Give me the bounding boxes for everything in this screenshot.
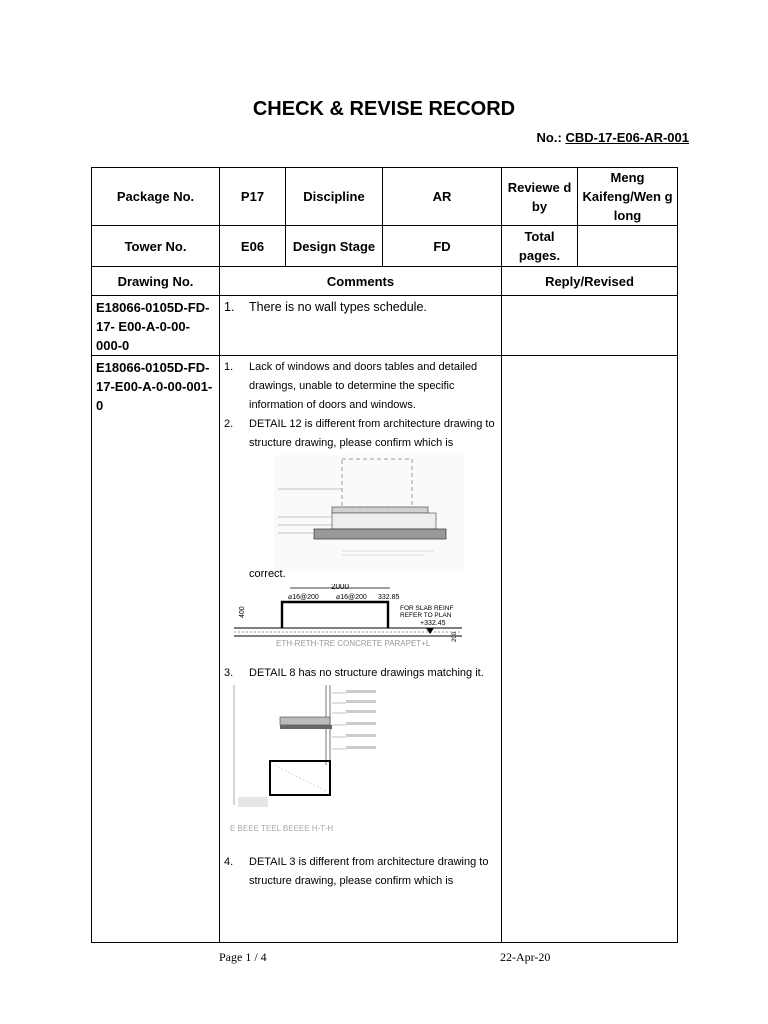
detail-8-architecture-drawing [230,685,380,821]
tower-label: Tower No. [92,226,220,267]
header-row-tower [92,226,678,267]
comment-item [224,298,497,317]
package-value: P17 [220,168,286,226]
dimension-width: 2000 [331,584,349,591]
reply-cell [502,296,678,356]
detail-12-caption: ETH-RETH-TRE CONCRETE PARAPET+L [276,639,431,648]
comments-cell [220,356,502,943]
page-number: Page 1 / 4 [219,950,267,964]
comments-cell [220,296,502,356]
discipline-value: AR [383,168,502,226]
reply-cell [502,356,678,943]
level-top-label: 332.85 [378,594,400,601]
header-row-package [92,168,678,226]
comment-item [224,415,497,453]
reviewed-value: Meng Kaifeng/Wen g long [578,168,678,226]
document-number [537,130,689,145]
comment-text: Lack of windows and doors tables and detailed drawings, unable to determine the specific information of doors and windows. [249,361,478,411]
stage-value: FD [383,226,502,267]
comment-number: 1. [224,361,234,373]
detail-8-caption-text [230,821,430,837]
table-row [92,356,678,943]
detail-12-architecture-drawing [274,455,464,571]
comment-number: 4. [224,856,234,868]
comment-text: DETAIL 12 is different from architecture drawing to structure drawing, please confirm which is [249,418,495,449]
print-date: 22-Apr-20 [500,950,551,964]
column-comments: Comments [220,267,502,296]
pages-value [578,226,678,267]
column-reply: Reply/Revised [502,267,678,296]
comment-text: DETAIL 3 is different from architecture drawing to structure drawing, please confirm which is [249,856,489,887]
note-line-1: FOR SLAB REINF [400,605,454,612]
dimension-height: 400 [239,606,246,618]
discipline-label: Discipline [286,168,383,226]
stage-label: Design Stage [286,226,383,267]
detail-8-caption: E BEEE TEEL BEEEE H-T-H [230,824,334,833]
package-label: Package No. [92,168,220,226]
drawing-number: E18066-0105D-FD-17- E00-A-0-00-000-0 [92,296,220,356]
comment-number [224,565,249,584]
rebar-left-label: ⌀16@200 [288,594,319,601]
comment-continuation [224,565,497,584]
level-right-label: +332.45 [420,620,446,627]
document-number-value: CBD-17-E06-AR-001 [565,130,689,145]
comment-text: DETAIL 8 has no structure drawings matching it. [249,667,484,679]
comment-item [224,664,497,683]
drawing-number: E18066-0105D-FD-17-E00-A-0-00-001-0 [92,356,220,943]
rebar-right-label: ⌀16@200 [336,594,367,601]
tower-value: E06 [220,226,286,267]
column-drawing: Drawing No. [92,267,220,296]
table-row [92,296,678,356]
pages-label: Total pages. [502,226,578,267]
document-number-label: No.: [536,130,562,145]
record-table [91,167,678,943]
comment-text: correct. [249,568,286,580]
comment-number: 2. [224,418,234,430]
comment-number: 1. [224,300,235,314]
detail-12-caption-text [276,636,466,650]
document-title: CHECK & REVISE RECORD [252,98,516,120]
comment-item [224,853,497,891]
reviewed-label: Reviewe d by [502,168,578,226]
comment-text: There is no wall types schedule. [249,300,427,314]
note-line-2: REFER TO PLAN [400,612,452,619]
column-header-row [92,267,678,296]
comment-item [224,358,497,415]
comment-number: 3. [224,667,234,679]
dimension-small: 200 [452,631,458,642]
